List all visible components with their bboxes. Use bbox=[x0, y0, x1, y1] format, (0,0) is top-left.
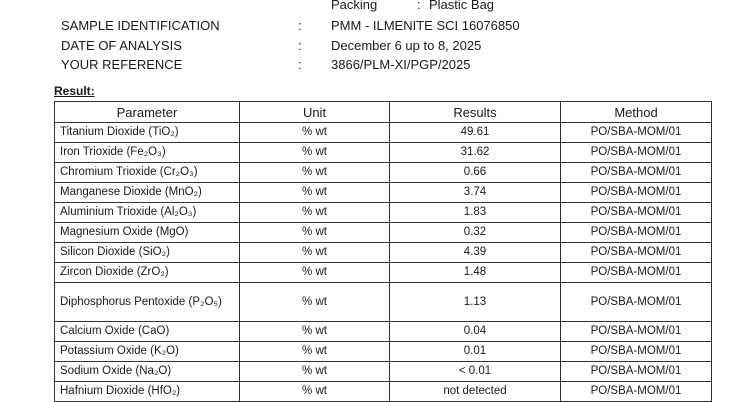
result-cell: not detected bbox=[390, 382, 561, 402]
table-row bbox=[55, 362, 712, 382]
method-cell: PO/SBA-MOM/01 bbox=[561, 322, 712, 342]
result-cell: 0.66 bbox=[390, 163, 561, 183]
table-row bbox=[55, 203, 712, 223]
unit-cell: % wt bbox=[240, 263, 390, 283]
info-label: YOUR REFERENCE bbox=[61, 57, 183, 72]
parameter-cell: Zircon Dioxide (ZrO₂) bbox=[55, 263, 240, 283]
result-cell: 31.62 bbox=[390, 143, 561, 163]
unit-cell: % wt bbox=[240, 183, 390, 203]
info-colon: : bbox=[298, 38, 302, 53]
table-row bbox=[55, 283, 712, 322]
method-cell: PO/SBA-MOM/01 bbox=[561, 283, 712, 322]
method-cell: PO/SBA-MOM/01 bbox=[561, 123, 712, 143]
table-row bbox=[55, 322, 712, 342]
parameter-cell: Diphosphorus Pentoxide (P₂O₅) bbox=[55, 283, 240, 322]
method-cell: PO/SBA-MOM/01 bbox=[561, 143, 712, 163]
table-row bbox=[55, 143, 712, 163]
packing-line bbox=[331, 0, 494, 13]
unit-cell: % wt bbox=[240, 223, 390, 243]
result-cell: 1.48 bbox=[390, 263, 561, 283]
info-colon: : bbox=[298, 57, 302, 72]
result-cell: 49.61 bbox=[390, 123, 561, 143]
unit-cell: % wt bbox=[240, 163, 390, 183]
result-cell: 1.83 bbox=[390, 203, 561, 223]
method-cell: PO/SBA-MOM/01 bbox=[561, 342, 712, 362]
method-cell: PO/SBA-MOM/01 bbox=[561, 203, 712, 223]
table-row bbox=[55, 163, 712, 183]
result-cell: 1.13 bbox=[390, 283, 561, 322]
table-row bbox=[55, 243, 712, 263]
column-header-results: Results bbox=[390, 102, 561, 123]
result-cell: 0.01 bbox=[390, 342, 561, 362]
method-cell: PO/SBA-MOM/01 bbox=[561, 183, 712, 203]
table-row bbox=[55, 342, 712, 362]
table-row bbox=[55, 123, 712, 143]
column-header-unit: Unit bbox=[240, 102, 390, 123]
table-row bbox=[55, 223, 712, 243]
parameter-cell: Potassium Oxide (K₂O) bbox=[55, 342, 240, 362]
info-label: DATE OF ANALYSIS bbox=[61, 38, 182, 53]
packing-value: Plastic Bag bbox=[429, 0, 495, 12]
result-cell: 0.04 bbox=[390, 322, 561, 342]
unit-cell: % wt bbox=[240, 342, 390, 362]
table-row bbox=[55, 183, 712, 203]
method-cell: PO/SBA-MOM/01 bbox=[561, 382, 712, 402]
info-colon: : bbox=[298, 18, 302, 33]
unit-cell: % wt bbox=[240, 123, 390, 143]
table-header-row bbox=[55, 102, 712, 123]
parameter-cell: Calcium Oxide (CaO) bbox=[55, 322, 240, 342]
result-cell: < 0.01 bbox=[390, 362, 561, 382]
method-cell: PO/SBA-MOM/01 bbox=[561, 362, 712, 382]
result-cell: 4.39 bbox=[390, 243, 561, 263]
info-value: PMM - ILMENITE SCI 16076850 bbox=[331, 18, 520, 33]
parameter-cell: Silicon Dioxide (SiO₂) bbox=[55, 243, 240, 263]
result-cell: 3.74 bbox=[390, 183, 561, 203]
method-cell: PO/SBA-MOM/01 bbox=[561, 263, 712, 283]
parameter-cell: Hafnium Dioxide (HfO₂) bbox=[55, 382, 240, 402]
unit-cell: % wt bbox=[240, 283, 390, 322]
parameter-cell: Chromium Trioxide (Cr₂O₃) bbox=[55, 163, 240, 183]
result-cell: 0.32 bbox=[390, 223, 561, 243]
info-value: 3866/PLM-XI/PGP/2025 bbox=[331, 57, 471, 72]
method-cell: PO/SBA-MOM/01 bbox=[561, 223, 712, 243]
method-cell: PO/SBA-MOM/01 bbox=[561, 243, 712, 263]
unit-cell: % wt bbox=[240, 322, 390, 342]
packing-colon: : bbox=[417, 0, 421, 12]
parameter-cell: Sodium Oxide (Na₂O) bbox=[55, 362, 240, 382]
parameter-cell: Titanium Dioxide (TiO₂) bbox=[55, 123, 240, 143]
parameter-cell: Magnesium Oxide (MgO) bbox=[55, 223, 240, 243]
info-value: December 6 up to 8, 2025 bbox=[331, 38, 482, 53]
packing-label: Packing bbox=[331, 0, 378, 12]
parameter-cell: Iron Trioxide (Fe₂O₃) bbox=[55, 143, 240, 163]
method-cell: PO/SBA-MOM/01 bbox=[561, 163, 712, 183]
results-table bbox=[54, 101, 712, 402]
result-heading: Result: bbox=[54, 84, 95, 98]
parameter-cell: Manganese Dioxide (MnO₂) bbox=[55, 183, 240, 203]
unit-cell: % wt bbox=[240, 382, 390, 402]
table-row bbox=[55, 382, 712, 402]
column-header-method: Method bbox=[561, 102, 712, 123]
unit-cell: % wt bbox=[240, 203, 390, 223]
unit-cell: % wt bbox=[240, 243, 390, 263]
table-row bbox=[55, 263, 712, 283]
unit-cell: % wt bbox=[240, 362, 390, 382]
parameter-cell: Aluminium Trioxide (Al₂O₃) bbox=[55, 203, 240, 223]
column-header-parameter: Parameter bbox=[55, 102, 240, 123]
unit-cell: % wt bbox=[240, 143, 390, 163]
info-label: SAMPLE IDENTIFICATION bbox=[61, 18, 220, 33]
